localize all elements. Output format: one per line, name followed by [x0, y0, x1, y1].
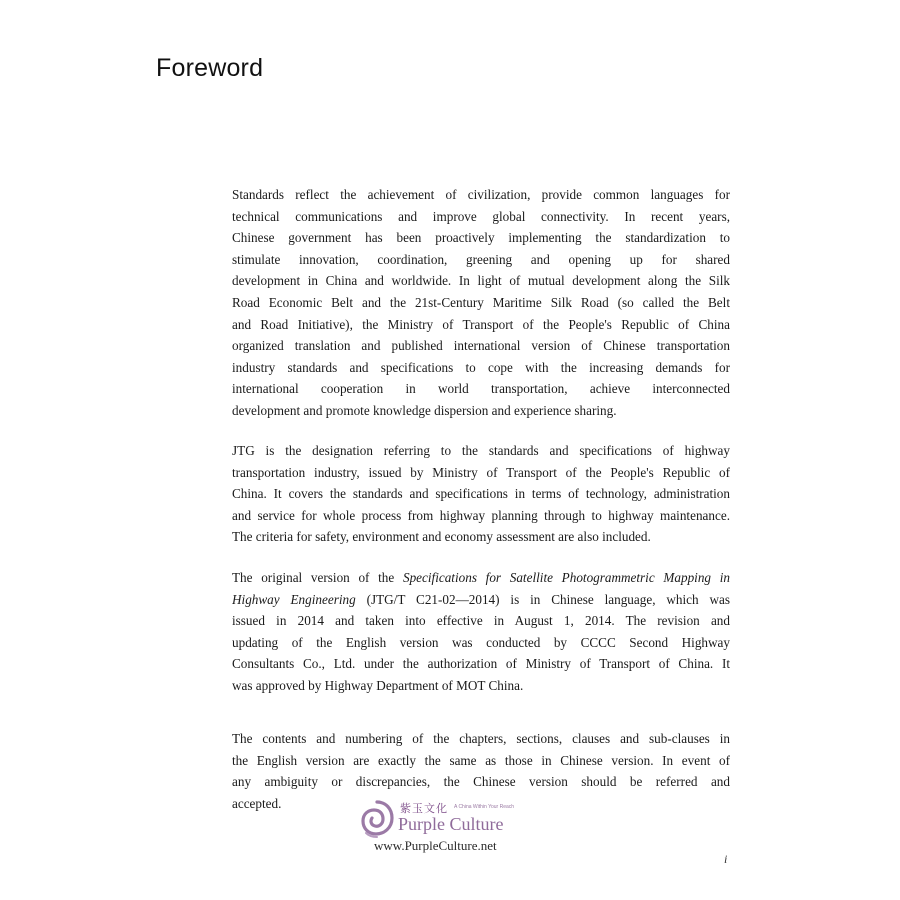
text-line: was approved by Highway Department of MOT China. — [232, 677, 524, 693]
text-run: The original version of the — [232, 570, 403, 585]
text-line: technical communications and improve global connectivity. In recent years, — [232, 208, 730, 224]
watermark-chinese-text: 紫玉文化 — [400, 802, 448, 815]
watermark-tagline: A China Within Your Reach — [454, 804, 515, 810]
paragraph-2 — [232, 440, 730, 548]
text-line: transportation industry, issued by Ministry of Transport of the People's Republic of — [232, 464, 730, 480]
text-line: The contents and numbering of the chapters, sections, clauses and sub-clauses in — [232, 731, 730, 746]
paragraph-3 — [232, 567, 730, 697]
text-line: Road Economic Belt and the 21st-Century Maritime Silk Road (so called the Belt — [232, 294, 730, 310]
text-line: accepted. — [232, 795, 282, 811]
text-line: updating of the English version was conducted by CCCC Second Highway — [232, 634, 730, 650]
text-line: Consultants Co., Ltd. under the authorization of Ministry of Transport of China. It — [232, 656, 730, 672]
text-line: JTG is the designation referring to the standards and specifications of highway — [232, 443, 730, 458]
page-title: Foreword — [156, 54, 264, 82]
text-run: (JTG/T C21-02—2014) is in Chinese language, which was — [355, 591, 730, 607]
text-line: stimulate innovation, coordination, greening and opening up for shared — [232, 251, 730, 267]
text-line: organized translation and published international version of Chinese transportation — [232, 338, 730, 354]
purple-culture-logo-icon — [360, 800, 394, 838]
watermark-url: www.PurpleCulture.net — [374, 838, 497, 853]
text-line — [232, 567, 730, 589]
watermark-brand: Purple Culture — [398, 814, 504, 834]
page-number: i — [724, 852, 728, 866]
text-line: issued in 2014 and taken into effective in August 1, 2014. The revision and — [232, 613, 730, 629]
text-line: Standards reflect the achievement of civilization, provide common languages for — [232, 187, 730, 202]
text-line: the English version are exactly the same as those in Chinese version. In event of — [232, 752, 730, 768]
text-line: and service for whole process from highway planning through to highway maintenance. — [232, 507, 730, 523]
text-line: China. It covers the standards and specifications in terms of technology, administration — [232, 486, 730, 502]
document-title-italic: Highway Engineering — [232, 591, 356, 607]
text-line: and Road Initiative), the Ministry of Transport of the People's Republic of China — [232, 316, 730, 332]
text-line: development and promote knowledge dispersion and experience sharing. — [232, 402, 617, 418]
text-line — [232, 589, 730, 611]
paragraph-1 — [232, 184, 730, 422]
text-line: any ambiguity or discrepancies, the Chinese version should be referred and — [232, 774, 730, 790]
text-line: development in China and worldwide. In light of mutual development along the Silk — [232, 273, 730, 289]
watermark — [360, 800, 550, 862]
document-title-italic: Specifications for Satellite Photogrammetric Mapping in — [402, 570, 730, 585]
text-line: industry standards and specifications to cope with the increasing demands for — [232, 359, 730, 375]
text-line: international cooperation in world transportation, achieve interconnected — [232, 381, 730, 397]
text-line: The criteria for safety, environment and economy assessment are also included. — [232, 529, 651, 545]
text-line: Chinese government has been proactively implementing the standardization to — [232, 230, 730, 246]
